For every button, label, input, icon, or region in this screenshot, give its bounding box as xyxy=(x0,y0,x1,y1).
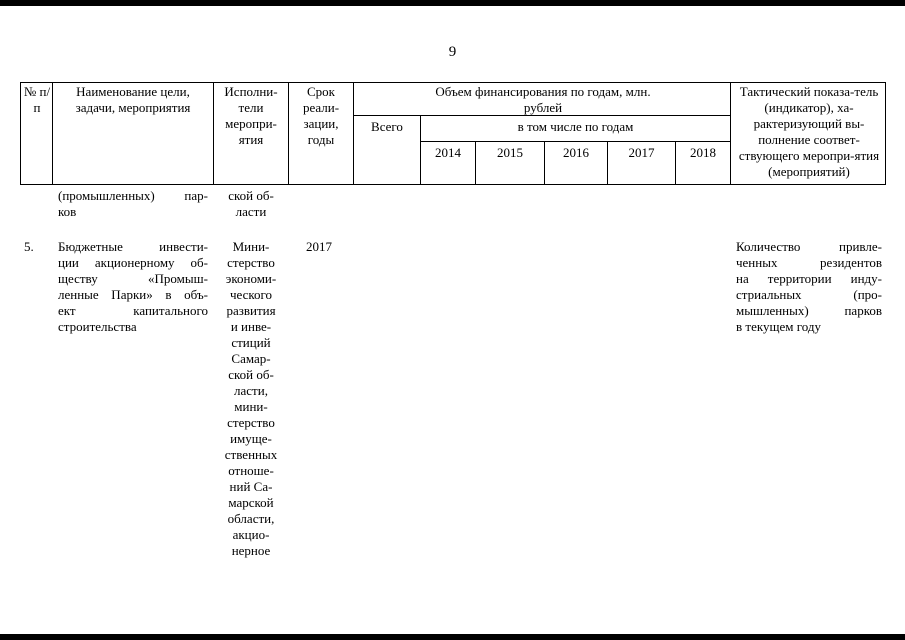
continuation-name: (промышленных) пар- ков xyxy=(58,188,208,219)
continuation-executors: ской об- ласти xyxy=(228,188,274,219)
page-number: 9 xyxy=(448,44,457,60)
measure-indicator: Количество привле- ченных резидентов на территории инду- стриальных (про- мышленных) парков в текущем году xyxy=(736,239,882,334)
header-total: Всего xyxy=(371,119,403,134)
measure-executors: Мини- стерство экономи- ческого развития и инве- стиций Самар- ской об- ласти, мини- стерство имуще- ственных отноше- ний Са- марской области, акцио- нерное xyxy=(224,239,278,558)
header-executors: Исполни-тели меропри-ятия xyxy=(224,84,278,147)
header-indicator: Тактический показа-тель (индикатор), ха-рактеризующий вы-полнение соответ-ствующего меропри-ятия (мероприятий) xyxy=(738,84,880,179)
header-name: Наименование цели, задачи, мероприятия xyxy=(75,84,191,115)
row-number: 5. xyxy=(24,239,34,254)
header-year-2014: 2014 xyxy=(435,145,461,160)
measure-term: 2017 xyxy=(306,239,332,254)
header-year-2016: 2016 xyxy=(563,145,589,160)
header-year-2018: 2018 xyxy=(690,145,716,160)
header-term: Срок реали-зации, годы xyxy=(302,84,340,147)
measure-name: Бюджетные инвести- ции акционерному об- ществу «Промыш- ленные Парки» в объ- ект капитального строительства xyxy=(58,239,208,334)
header-year-2017: 2017 xyxy=(628,145,655,160)
header-funding: Объем финансирования по годам, млн. рублей xyxy=(435,84,651,115)
bottom-rule xyxy=(0,634,905,640)
header-year-2015: 2015 xyxy=(497,145,523,160)
top-rule xyxy=(0,0,905,6)
header-num: № п/п xyxy=(23,84,51,115)
header-by-years: в том числе по годам xyxy=(517,119,634,134)
